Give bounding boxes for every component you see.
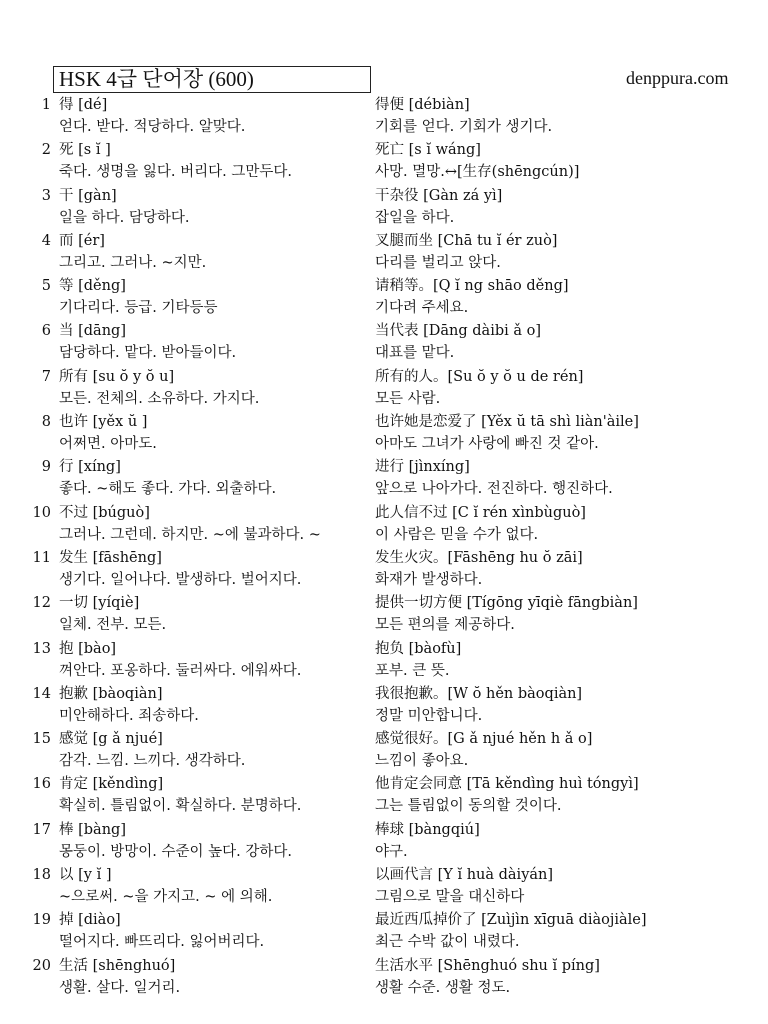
example-meaning: 다리를 벌리고 앉다. [375,254,501,271]
entry-meaning: 좋다. ~해도 좋다. 가다. 외출하다. [59,481,277,498]
example-sentence: 生活水平 [Shēnghuó shu ĭ píng] [375,957,600,974]
entry-meaning: 그리고. 그러나. ~지만. [59,254,207,271]
entry-number: 16 [32,776,51,793]
vocab-entry [0,955,768,1000]
example-meaning: 생활 수준. 생활 정도. [375,979,511,996]
entry-word: 等 [děng] [59,278,126,295]
example-meaning: 포부. 큰 뜻. [375,662,450,679]
entry-meaning: 생기다. 일어나다. 발생하다. 벌어지다. [59,571,302,588]
entry-word: 棒 [bàng] [59,821,126,838]
entry-number: 11 [32,549,51,566]
vocab-entry [0,683,768,728]
example-sentence: 死亡 [s ĭ wáng] [375,142,481,159]
vocab-entry [0,139,768,184]
example-meaning: 사망. 멸망.↔[生存(shēngcún)] [375,164,580,181]
entry-meaning: 몽둥이. 방망이. 수준이 높다. 강하다. [59,843,292,860]
vocab-entry [0,502,768,547]
example-sentence: 叉腿而坐 [Chā tu ĭ ér zuò] [375,232,558,249]
vocab-entry [0,728,768,773]
entry-number: 8 [41,414,51,431]
entry-number: 15 [32,731,51,748]
example-sentence: 以画代言 [Y ĭ huà dàiyán] [375,867,554,884]
entry-number: 19 [32,912,51,929]
entry-number: 2 [41,142,51,159]
entry-meaning: 얻다. 받다. 적당하다. 알맞다. [59,119,246,135]
entry-meaning: 어쩌면. 아마도. [59,436,157,453]
example-meaning: 느낌이 좋아요. [375,753,469,770]
example-meaning: 대표를 맡다. [375,345,455,362]
example-meaning: 기회를 얻다. 기회가 생기다. [375,119,553,135]
vocab-entry [0,864,768,909]
example-meaning: 아마도 그녀가 사랑에 빠진 것 같아. [375,436,599,453]
example-sentence: 棒球 [bàngqiú] [375,821,480,838]
entry-meaning: 그러나. 그런데. 하지만. ~에 불과하다. ~ [59,526,321,543]
example-sentence: 最近西瓜掉价了 [Zuìjìn xīguā diàojiàle] [375,912,647,929]
example-meaning: 모든 사람. [375,390,441,407]
entry-word: 得 [dé] [59,97,108,113]
vocab-entry [0,275,768,320]
entry-word: 以 [y ĭ ] [59,867,112,884]
vocab-entry [0,230,768,275]
site-name: denppura.com [626,68,729,88]
entry-meaning: 껴안다. 포옹하다. 둘러싸다. 에워싸다. [59,662,302,679]
example-sentence: 请稍等。[Q ĭ ng shāo děng] [375,278,569,295]
entry-number: 20 [32,957,51,974]
entry-meaning: ~으로써. ~을 가지고. ~ 에 의해. [59,889,273,906]
entry-word: 而 [ér] [59,232,105,249]
entry-number: 17 [32,821,51,838]
vocab-entry [0,366,768,411]
example-meaning: 그는 틀림없이 동의할 것이다. [375,798,562,815]
entry-word: 抱 [bào] [59,640,117,657]
entry-word: 干 [gàn] [59,187,117,204]
vocab-entry [0,773,768,818]
entry-meaning: 기다리다. 등급. 기타등등 [59,300,218,317]
page-title: HSK 4급 단어장 (600) [53,66,371,93]
vocab-entry [0,94,768,139]
entry-word: 抱歉 [bàoqiàn] [59,685,163,702]
example-meaning: 이 사람은 믿을 수가 없다. [375,526,539,543]
example-meaning: 정말 미안합니다. [375,707,483,724]
vocab-entry [0,638,768,683]
vocab-entry [0,185,768,230]
example-sentence: 所有的人。[Su ŏ y ŏ u de rén] [375,368,584,385]
example-meaning: 화재가 발생하다. [375,571,483,588]
entry-number: 12 [32,595,51,612]
entry-number: 1 [41,97,51,113]
entry-word: 行 [xíng] [59,459,121,476]
entry-number: 18 [32,867,51,884]
entry-meaning: 일을 하다. 담당하다. [59,209,190,226]
entry-number: 3 [41,187,51,204]
example-sentence: 我很抱歉。[W ŏ hěn bàoqiàn] [375,685,583,702]
vocab-entry [0,819,768,864]
example-meaning: 앞으로 나아가다. 전진하다. 행진하다. [375,481,613,498]
vocab-entry [0,320,768,365]
example-meaning: 기다려 주세요. [375,300,469,317]
vocab-entry [0,411,768,456]
entry-number: 6 [41,323,51,340]
entry-word: 一切 [yíqiè] [59,595,140,612]
entry-meaning: 모든. 전체의. 소유하다. 가지다. [59,390,260,407]
entry-meaning: 죽다. 생명을 잃다. 버리다. 그만두다. [59,164,292,181]
entry-word: 不过 [búguò] [59,504,150,521]
vocabulary-list [0,94,768,1000]
entry-word: 生活 [shēnghuó] [59,957,176,974]
example-sentence: 得便 [débiàn] [375,97,470,113]
entry-word: 死 [s ĭ ] [59,142,111,159]
entry-word: 发生 [fāshēng] [59,549,162,566]
example-sentence: 感觉很好。[G ǎ njué hěn h ǎ o] [375,731,593,748]
example-sentence: 此人信不过 [C ĭ rén xìnbùguò] [375,504,586,521]
entry-number: 5 [41,278,51,295]
example-sentence: 也许她是恋爱了 [Yěx ŭ tā shì liàn'àile] [375,414,639,431]
entry-number: 13 [32,640,51,657]
vocab-entry [0,456,768,501]
entry-meaning: 생활. 살다. 일거리. [59,979,181,996]
example-sentence: 发生火灾。[Fāshēng hu ŏ zāi] [375,549,583,566]
entry-number: 14 [32,685,51,702]
entry-word: 也许 [yěx ŭ ] [59,414,148,431]
example-sentence: 干杂役 [Gàn zá yì] [375,187,503,204]
example-sentence: 抱负 [bàofù] [375,640,462,657]
vocab-entry [0,592,768,637]
example-sentence: 进行 [jìnxíng] [375,459,470,476]
example-sentence: 他肯定会同意 [Tā kěndìng huì tóngyì] [375,776,639,793]
entry-number: 7 [41,368,51,385]
entry-meaning: 일체. 전부. 모든. [59,617,167,634]
entry-number: 4 [41,232,51,249]
entry-number: 10 [32,504,51,521]
entry-meaning: 떨어지다. 빠뜨리다. 잃어버리다. [59,934,265,951]
entry-meaning: 담당하다. 맡다. 받아들이다. [59,345,237,362]
example-meaning: 그림으로 말을 대신하다 [375,889,525,906]
entry-word: 感觉 [g ǎ njué] [59,731,163,748]
entry-word: 所有 [su ŏ y ŏ u] [59,368,175,385]
entry-meaning: 감각. 느낌. 느끼다. 생각하다. [59,753,246,770]
example-meaning: 최근 수박 값이 내렸다. [375,934,520,951]
example-meaning: 야구. [375,843,408,860]
entry-word: 掉 [diào] [59,912,121,929]
example-sentence: 提供一切方便 [Tígōng yīqiè fāngbiàn] [375,595,638,612]
entry-word: 肯定 [kěndìng] [59,776,164,793]
example-sentence: 当代表 [Dāng dàibi ǎ o] [375,323,541,340]
example-meaning: 모든 편의를 제공하다. [375,617,515,634]
vocab-entry [0,547,768,592]
vocab-entry [0,909,768,954]
entry-meaning: 확실히. 틀림없이. 확실하다. 분명하다. [59,798,302,815]
entry-word: 当 [dāng] [59,323,126,340]
entry-number: 9 [41,459,51,476]
example-meaning: 잡일을 하다. [375,209,455,226]
entry-meaning: 미안해하다. 죄송하다. [59,707,199,724]
